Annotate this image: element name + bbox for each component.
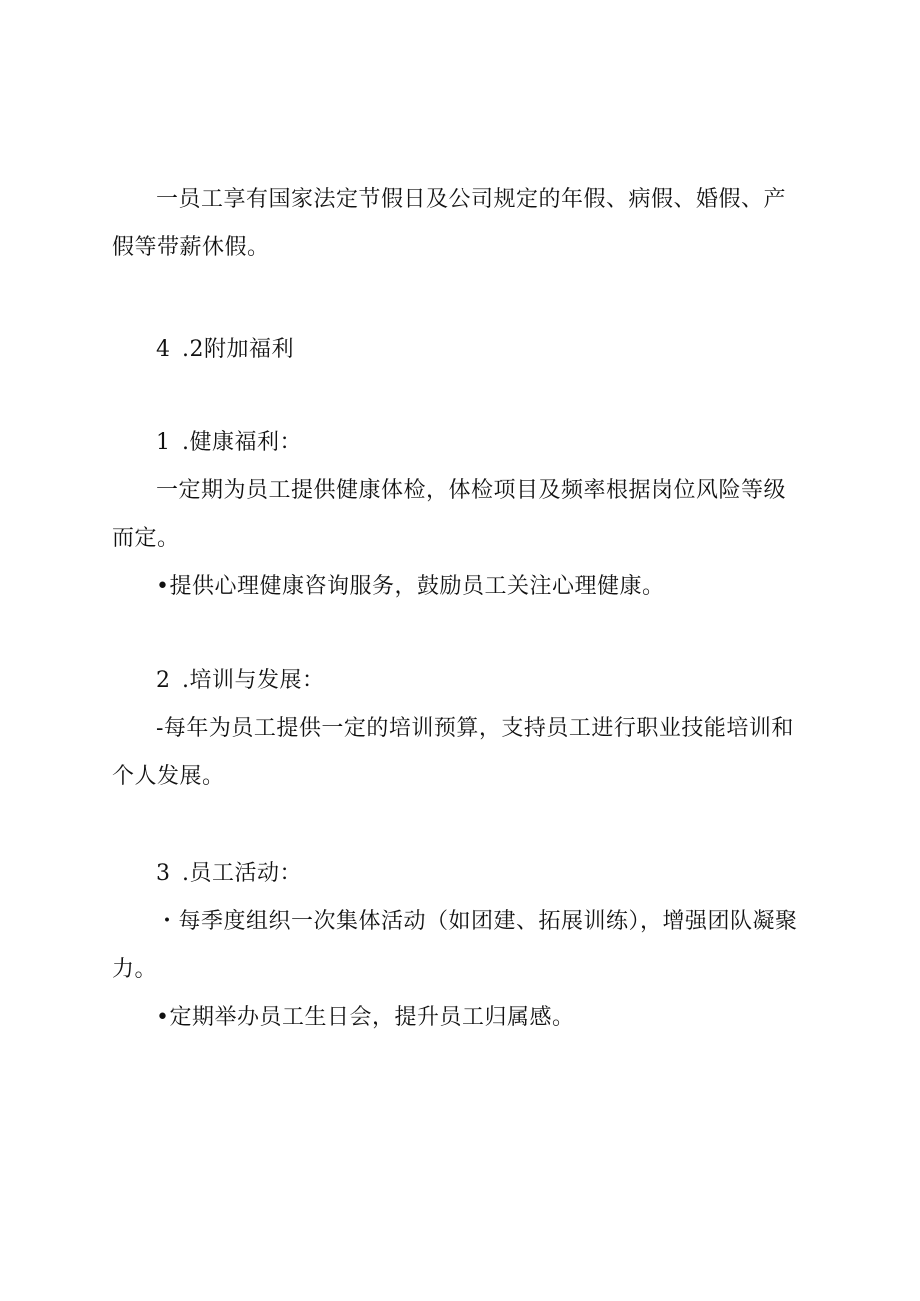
section-heading (156, 326, 294, 374)
activities-heading (156, 850, 302, 898)
health-benefits-heading (156, 419, 302, 467)
training-heading (156, 657, 325, 705)
health-benefits-title: .健康福利： (182, 430, 302, 455)
activities-number: 3 (156, 861, 171, 886)
health-benefits-number: 1 (156, 430, 171, 455)
team-activity-item: ・每季度组织一次集体活动（如团建、拓展训练），增强团队凝聚力。 (112, 909, 798, 982)
paid-leave-paragraph: 一员工享有国家法定节假日及公司规定的年假、病假、婚假、产假等带薪休假。 (112, 187, 787, 260)
training-number: 2 (156, 668, 171, 693)
birthday-party-item: •定期举办员工生日会，提升员工归属感。 (156, 1005, 575, 1030)
mental-health-item: •提供心理健康咨询服务，鼓励员工关注心理健康。 (156, 574, 665, 599)
section-number: 4 (156, 337, 171, 362)
training-title: .培训与发展： (182, 668, 325, 693)
health-checkup-item: 一定期为员工提供健康体检，体检项目及频率根据岗位风险等级而定。 (112, 478, 787, 551)
section-title: .2附加福利 (182, 337, 294, 362)
activities-title: .员工活动： (182, 861, 302, 886)
training-budget-item: -每年为员工提供一定的培训预算，支持员工进行职业技能培训和个人发展。 (112, 716, 794, 789)
